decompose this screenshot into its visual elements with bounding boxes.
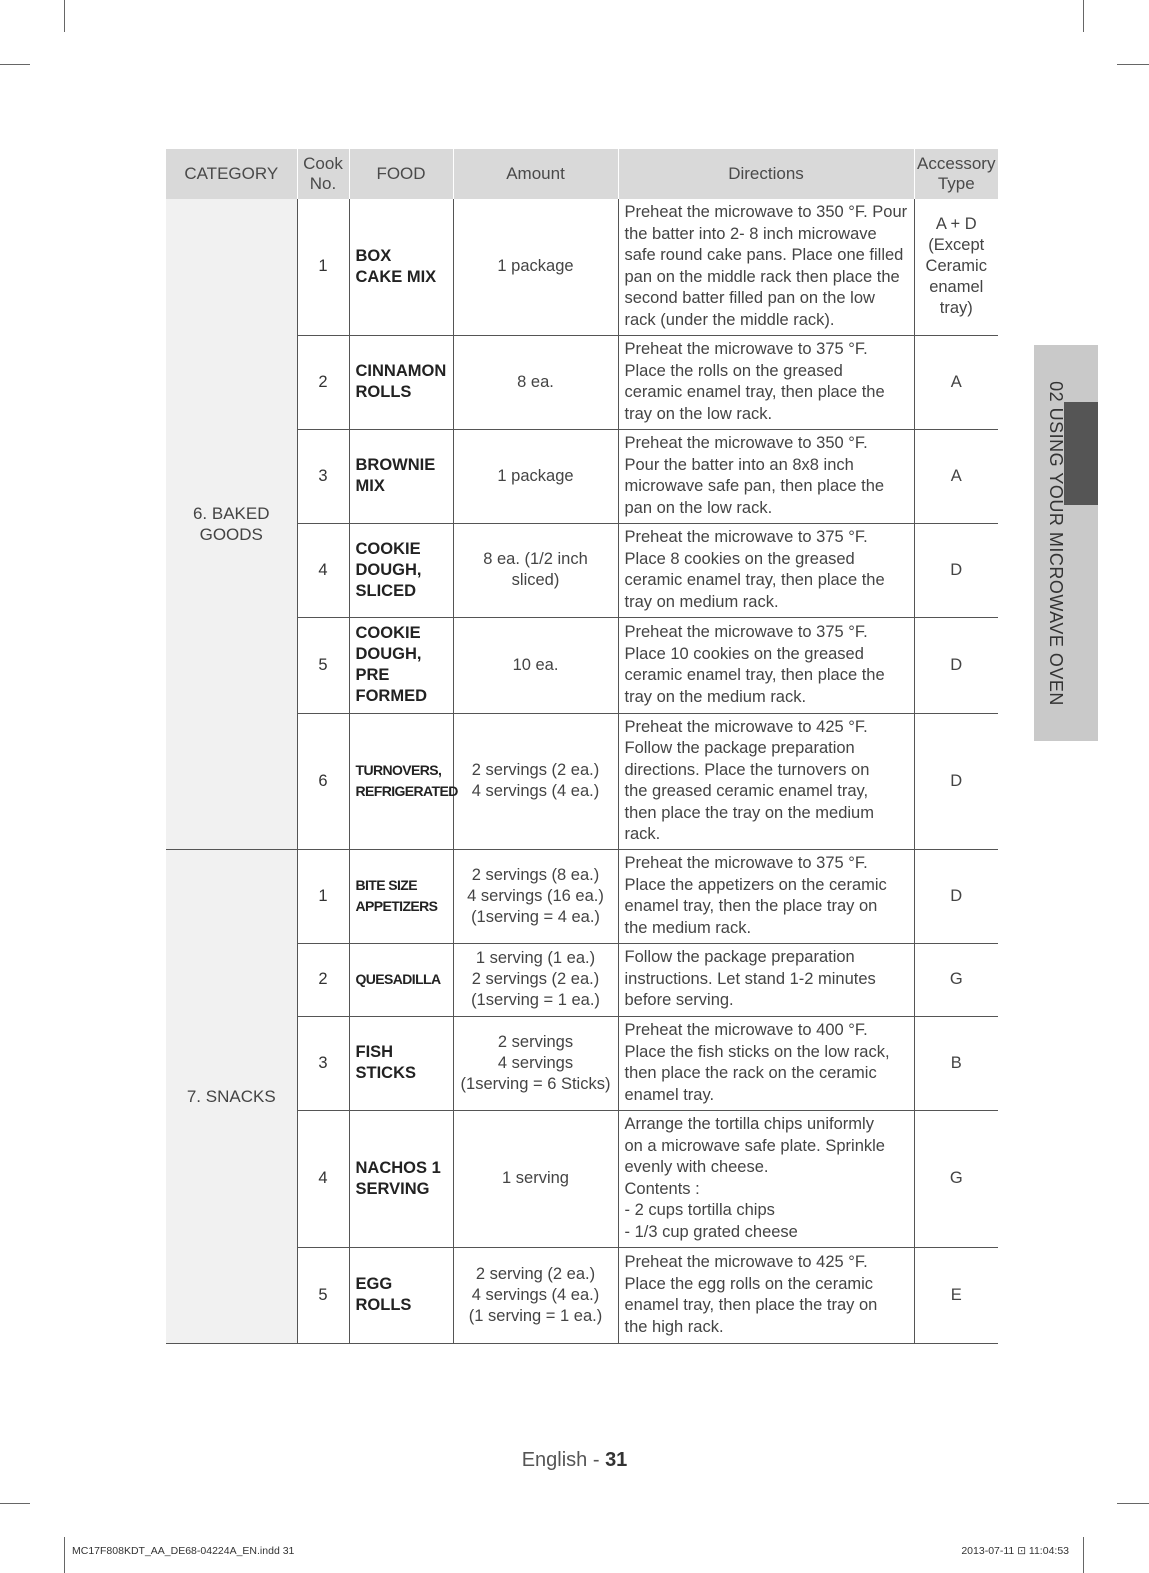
directions-cell-line: enamel tray. bbox=[624, 1085, 715, 1104]
food-cell-line: APPETIZERS bbox=[355, 898, 438, 914]
food-cell-line: MIX bbox=[355, 477, 385, 495]
directions-cell-line: tray on medium rack. bbox=[624, 592, 779, 611]
directions-cell bbox=[618, 1110, 914, 1247]
accessory-cell-line: E bbox=[950, 1285, 962, 1304]
directions-cell bbox=[618, 1247, 914, 1343]
directions-cell-line: Preheat the microwave to 425 °F. bbox=[624, 1253, 868, 1271]
header-accessory-type: Accessory Type bbox=[914, 149, 998, 199]
category-cell-line: 6. BAKED bbox=[192, 503, 270, 523]
category-cell bbox=[166, 849, 297, 1343]
accessory-cell bbox=[914, 523, 998, 617]
directions-cell-line: tray on the low rack. bbox=[624, 404, 773, 423]
cook-no-cell: 6 bbox=[297, 713, 349, 849]
accessory-cell-line: Ceramic bbox=[925, 257, 987, 276]
directions-cell-line: the medium rack. bbox=[624, 918, 752, 937]
amount-cell bbox=[453, 849, 618, 943]
directions-cell-line: tray on the medium rack. bbox=[624, 687, 807, 706]
directions-cell-line: safe round cake pans. Place one filled bbox=[624, 246, 904, 265]
amount-cell-line: (1serving = 4 ea.) bbox=[471, 907, 600, 926]
directions-cell-line: second batter filled pan on the low bbox=[624, 289, 875, 308]
food-cell-line: REFRIGERATED bbox=[355, 783, 458, 799]
accessory-cell-line: (Except bbox=[928, 236, 985, 255]
amount-cell-line: 2 servings (8 ea.) bbox=[471, 865, 600, 884]
crop-mark bbox=[64, 1537, 65, 1573]
accessory-cell bbox=[914, 713, 998, 849]
food-cell-line: BITE SIZE bbox=[355, 877, 417, 893]
food-cell-line: ROLLS bbox=[355, 383, 412, 401]
directions-cell bbox=[618, 429, 914, 523]
directions-cell-line: Preheat the microwave to 375 °F. bbox=[624, 623, 868, 641]
directions-cell-line: pan on the middle rack then place the bbox=[624, 267, 900, 286]
amount-cell-line: 8 ea. (1/2 inch bbox=[483, 550, 588, 568]
directions-cell-line: the high rack. bbox=[624, 1317, 724, 1336]
cook-no-cell: 3 bbox=[297, 429, 349, 523]
accessory-cell-line: A bbox=[950, 372, 962, 391]
amount-cell-line: (1 serving = 1 ea.) bbox=[468, 1306, 603, 1325]
amount-cell bbox=[453, 429, 618, 523]
table-row bbox=[166, 199, 998, 335]
directions-cell-line: microwave safe pan, then place the bbox=[624, 477, 885, 495]
accessory-cell-line: A bbox=[950, 466, 962, 485]
amount-cell-line: 2 servings (2 ea.) bbox=[471, 761, 600, 779]
food-cell-line: TURNOVERS, bbox=[355, 762, 442, 778]
food-cell-line: BROWNIE bbox=[355, 456, 436, 474]
crop-mark bbox=[1083, 0, 1084, 32]
cook-no-cell: 1 bbox=[297, 849, 349, 943]
food-cell-line: BOX bbox=[355, 246, 392, 265]
food-cell bbox=[349, 335, 453, 429]
header-food: FOOD bbox=[349, 149, 453, 199]
cook-no-cell: 1 bbox=[297, 199, 349, 335]
directions-cell-line: Preheat the microwave to 375 °F. bbox=[624, 854, 868, 872]
accessory-cell bbox=[914, 1110, 998, 1247]
food-cell bbox=[349, 1247, 453, 1343]
cook-no-cell: 5 bbox=[297, 617, 349, 713]
amount-cell-line: 1 package bbox=[497, 257, 574, 276]
amount-cell-line: 4 servings (4 ea.) bbox=[471, 1285, 600, 1304]
accessory-cell-line: D bbox=[950, 771, 963, 790]
accessory-cell-line: tray) bbox=[939, 299, 973, 318]
amount-cell bbox=[453, 335, 618, 429]
directions-cell-line: on a microwave safe plate. Sprinkle bbox=[624, 1136, 885, 1155]
amount-cell-line: 4 servings (4 ea.) bbox=[471, 782, 600, 800]
directions-cell-line: Arrange the tortilla chips uniformly bbox=[624, 1115, 874, 1133]
directions-cell-line: - 2 cups tortilla chips bbox=[624, 1201, 775, 1219]
food-cell-line: FORMED bbox=[355, 687, 427, 705]
food-cell bbox=[349, 1110, 453, 1247]
accessory-cell bbox=[914, 1016, 998, 1110]
amount-cell-line: 2 serving (2 ea.) bbox=[475, 1264, 596, 1283]
food-cell-line: ROLLS bbox=[355, 1296, 412, 1314]
directions-cell-line: instructions. Let stand 1-2 minutes bbox=[624, 969, 876, 988]
amount-cell bbox=[453, 1247, 618, 1343]
header-row bbox=[166, 149, 998, 199]
directions-cell-line: Place the appetizers on the ceramic bbox=[624, 875, 887, 894]
page-footer bbox=[0, 1449, 1149, 1472]
directions-cell-line: Follow the package preparation bbox=[624, 948, 855, 967]
food-cell-line: SERVING bbox=[355, 1179, 430, 1198]
category-cell-line: GOODS bbox=[199, 524, 263, 544]
accessory-cell-line: D bbox=[950, 655, 963, 674]
amount-cell-line: sliced) bbox=[511, 571, 560, 589]
accessory-cell-line: G bbox=[949, 1169, 963, 1187]
directions-cell bbox=[618, 617, 914, 713]
header-cook-no: Cook No. bbox=[297, 149, 349, 199]
amount-cell-line: (1serving = 1 ea.) bbox=[471, 991, 600, 1009]
food-cell-line: NACHOS 1 bbox=[355, 1158, 441, 1177]
directions-cell bbox=[618, 849, 914, 943]
amount-cell-line: 10 ea. bbox=[512, 655, 559, 674]
accessory-cell bbox=[914, 335, 998, 429]
amount-cell bbox=[453, 523, 618, 617]
crop-mark bbox=[1117, 1503, 1149, 1504]
directions-cell-line: ceramic enamel tray, then place the bbox=[624, 383, 885, 401]
food-cell-line: COOKIE bbox=[355, 624, 421, 642]
food-cell-line: SLICED bbox=[355, 581, 417, 600]
food-cell-line: CAKE MIX bbox=[355, 267, 437, 286]
crop-mark bbox=[64, 0, 65, 32]
accessory-cell-line: G bbox=[949, 970, 963, 988]
directions-cell bbox=[618, 523, 914, 617]
directions-cell-line: Place 10 cookies on the greased bbox=[624, 644, 864, 663]
section-side-tab bbox=[1034, 345, 1098, 741]
amount-cell bbox=[453, 713, 618, 849]
food-cell-line: DOUGH, bbox=[355, 560, 422, 579]
section-label: 02 USING YOUR MICROWAVE OVEN bbox=[1045, 380, 1066, 706]
food-cell bbox=[349, 943, 453, 1016]
directions-cell-line: enamel tray, then the place tray on bbox=[624, 897, 878, 915]
directions-cell-line: pan on the low rack. bbox=[624, 498, 773, 517]
accessory-cell bbox=[914, 429, 998, 523]
category-cell-line: 7. SNACKS bbox=[186, 1086, 276, 1106]
directions-cell-line: then place the rack on the ceramic bbox=[624, 1064, 877, 1082]
cook-no-cell: 4 bbox=[297, 1110, 349, 1247]
food-cell bbox=[349, 199, 453, 335]
accessory-cell-line: D bbox=[950, 560, 963, 579]
cooking-table bbox=[166, 149, 998, 1344]
directions-cell-line: Place 8 cookies on the greased bbox=[624, 549, 855, 568]
amount-cell-line: 1 serving (1 ea.) bbox=[475, 949, 596, 967]
amount-cell bbox=[453, 1110, 618, 1247]
amount-cell-line: 4 servings bbox=[497, 1053, 574, 1072]
food-cell-line: EGG bbox=[355, 1275, 393, 1293]
directions-cell-line: then place the tray on the medium bbox=[624, 803, 874, 822]
directions-cell-line: Contents : bbox=[624, 1179, 700, 1198]
directions-cell-line: evenly with cheese. bbox=[624, 1158, 769, 1176]
directions-cell-line: ceramic enamel tray, then place the bbox=[624, 666, 885, 684]
directions-cell-line: directions. Place the turnovers on bbox=[624, 760, 870, 779]
amount-cell-line: 8 ea. bbox=[517, 372, 554, 391]
directions-cell-line: - 1/3 cup grated cheese bbox=[624, 1222, 798, 1241]
amount-cell-line: 2 servings (2 ea.) bbox=[471, 970, 600, 988]
cook-no-cell: 3 bbox=[297, 1016, 349, 1110]
page-number: 31 bbox=[605, 1449, 628, 1471]
amount-cell bbox=[453, 943, 618, 1016]
directions-cell-line: Preheat the microwave to 350 °F. bbox=[624, 434, 868, 452]
directions-cell bbox=[618, 335, 914, 429]
accessory-cell bbox=[914, 199, 998, 335]
directions-cell-line: before serving. bbox=[624, 991, 734, 1010]
directions-cell bbox=[618, 1016, 914, 1110]
print-file-info: MC17F808KDT_AA_DE68-04224A_EN.indd 31 bbox=[72, 1545, 295, 1557]
amount-cell bbox=[453, 1016, 618, 1110]
directions-cell-line: rack (under the middle rack). bbox=[624, 310, 835, 329]
section-marker bbox=[1064, 402, 1098, 505]
cook-no-cell: 4 bbox=[297, 523, 349, 617]
food-cell-line: FISH bbox=[355, 1043, 394, 1061]
crop-mark bbox=[0, 1503, 30, 1504]
crop-mark bbox=[0, 64, 30, 65]
food-cell bbox=[349, 713, 458, 849]
header-category: CATEGORY bbox=[166, 149, 297, 199]
directions-cell bbox=[618, 199, 914, 335]
accessory-cell bbox=[914, 617, 998, 713]
food-cell-line: PRE bbox=[355, 666, 390, 684]
directions-cell bbox=[618, 713, 914, 849]
food-cell bbox=[349, 523, 453, 617]
directions-cell-line: Place the egg rolls on the ceramic bbox=[624, 1274, 874, 1293]
directions-cell-line: Preheat the microwave to 375 °F. bbox=[624, 528, 868, 546]
print-timestamp: 2013-07-11 ⊡ 11:04:53 bbox=[961, 1545, 1069, 1557]
amount-cell bbox=[453, 199, 618, 335]
directions-cell-line: Preheat the microwave to 400 °F. bbox=[624, 1021, 868, 1039]
directions-cell-line: Preheat the microwave to 350 °F. Pour bbox=[624, 203, 908, 222]
food-cell-line: CINNAMON bbox=[355, 362, 447, 380]
directions-cell-line: Pour the batter into an 8x8 inch bbox=[624, 455, 854, 474]
table-body bbox=[166, 199, 998, 1343]
directions-cell-line: Preheat the microwave to 375 °F. bbox=[624, 340, 868, 358]
crop-mark bbox=[1083, 1537, 1084, 1573]
directions-cell-line: Place the fish sticks on the low rack, bbox=[624, 1042, 890, 1061]
food-cell-line: DOUGH, bbox=[355, 645, 422, 663]
directions-cell-line: Place the rolls on the greased bbox=[624, 361, 843, 380]
accessory-cell-line: D bbox=[950, 886, 963, 905]
crop-mark bbox=[1117, 64, 1149, 65]
cook-no-cell: 2 bbox=[297, 943, 349, 1016]
amount-cell-line: 4 servings (16 ea.) bbox=[467, 886, 604, 905]
food-cell-line: QUESADILLA bbox=[355, 971, 441, 987]
directions-cell bbox=[618, 943, 914, 1016]
amount-cell-line: 1 serving bbox=[502, 1169, 569, 1187]
directions-cell-line: the batter into 2- 8 inch microwave bbox=[624, 224, 877, 243]
accessory-cell bbox=[914, 1247, 998, 1343]
food-cell bbox=[349, 429, 453, 523]
table-row bbox=[166, 849, 998, 943]
food-cell bbox=[349, 1016, 453, 1110]
accessory-cell-line: enamel bbox=[929, 278, 984, 297]
directions-cell-line: the greased ceramic enamel tray, bbox=[624, 782, 869, 800]
footer-language: English - bbox=[521, 1449, 606, 1471]
cook-no-cell: 2 bbox=[297, 335, 349, 429]
accessory-cell bbox=[914, 943, 998, 1016]
category-cell bbox=[166, 199, 297, 849]
amount-cell-line: 1 package bbox=[497, 466, 574, 485]
food-cell bbox=[349, 849, 453, 943]
food-cell bbox=[349, 617, 453, 713]
food-cell-line: COOKIE bbox=[355, 539, 421, 558]
header-directions: Directions bbox=[618, 149, 914, 199]
directions-cell-line: Preheat the microwave to 425 °F. bbox=[624, 717, 868, 736]
cook-no-cell: 5 bbox=[297, 1247, 349, 1343]
directions-cell-line: rack. bbox=[624, 825, 661, 843]
food-cell-line: STICKS bbox=[355, 1064, 417, 1082]
amount-cell-line: (1serving = 6 Sticks) bbox=[460, 1074, 611, 1093]
amount-cell-line: 2 servings bbox=[497, 1032, 574, 1051]
accessory-cell-line: A + D bbox=[935, 215, 977, 234]
directions-cell-line: Follow the package preparation bbox=[624, 739, 855, 757]
directions-cell-line: ceramic enamel tray, then place the bbox=[624, 571, 885, 589]
directions-cell-line: enamel tray, then place the tray on bbox=[624, 1296, 878, 1314]
accessory-cell bbox=[914, 849, 998, 943]
header-amount: Amount bbox=[453, 149, 618, 199]
accessory-cell-line: B bbox=[950, 1053, 962, 1072]
amount-cell bbox=[453, 617, 618, 713]
